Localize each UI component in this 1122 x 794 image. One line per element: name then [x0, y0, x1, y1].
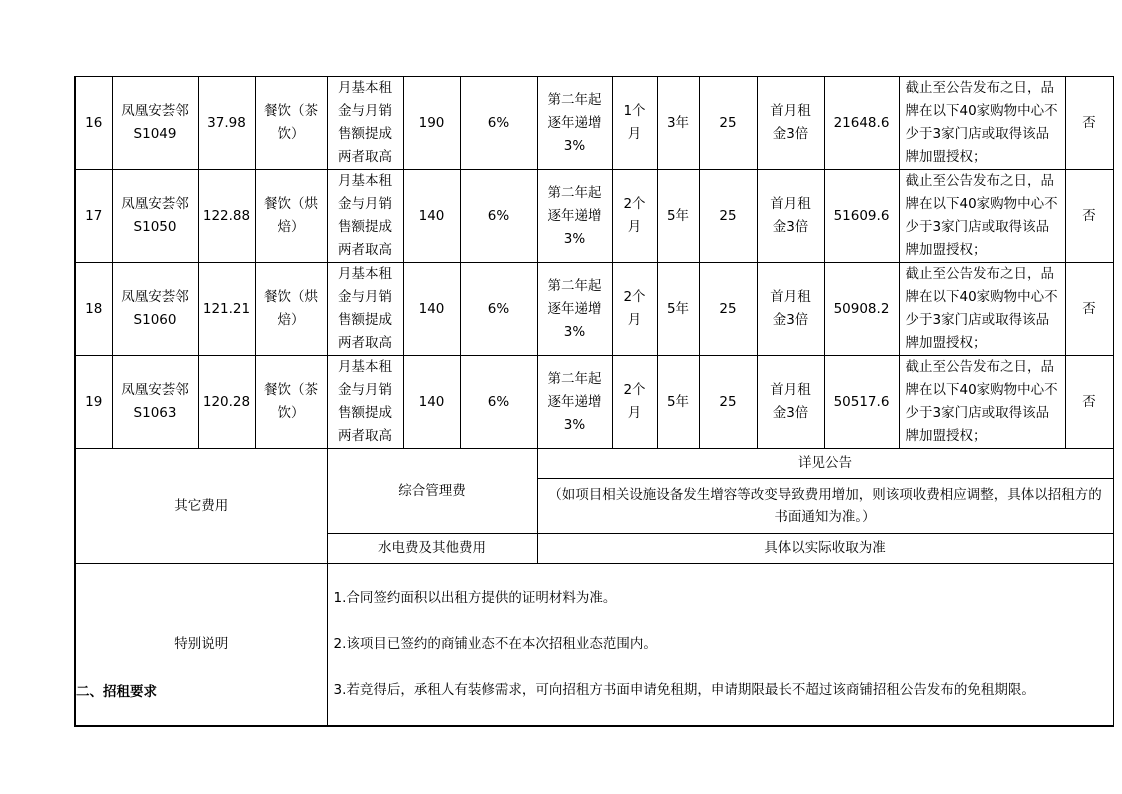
first-month-rent: 50517.6: [824, 356, 899, 449]
unit-area: 122.88: [198, 170, 255, 263]
rent-free-period: 2个 月: [612, 356, 657, 449]
rent-increase: 第二年起 逐年递增 3%: [537, 356, 612, 449]
table-row: [75, 170, 1113, 263]
table-row: [75, 77, 1113, 170]
special-notes-row: [75, 564, 1113, 727]
rent-mode: 月基本租 金与月销 售额提成 两者取高: [327, 170, 403, 263]
deposit: 首月租 金3倍: [757, 356, 824, 449]
lease-term: 5年: [657, 263, 699, 356]
special-note-line: 1.合同签约面积以出租方提供的证明材料为准。: [333, 590, 617, 606]
management-fee-value: 详见公告: [537, 449, 1113, 479]
commission-rate: 6%: [460, 77, 537, 170]
commission-rate: 6%: [460, 356, 537, 449]
utilities-label: 水电费及其他费用: [327, 534, 537, 564]
rent-increase: 第二年起 逐年递增 3%: [537, 170, 612, 263]
special-notes-content: [327, 564, 1113, 727]
management-fee-note: （如项目相关设施设备发生增容等改变导致费用增加，则该项收费相应调整，具体以招租方的书面通知为准。）: [537, 479, 1113, 534]
commission-rate: 6%: [460, 170, 537, 263]
row-number: 18: [75, 263, 112, 356]
extra-flag: 否: [1065, 77, 1113, 170]
unit-area: 121.21: [198, 263, 255, 356]
row-number: 17: [75, 170, 112, 263]
rent-free-period: 2个 月: [612, 170, 657, 263]
base-rent: 140: [403, 356, 460, 449]
business-format: 餐饮（烘 焙）: [255, 263, 327, 356]
first-month-rent: 21648.6: [824, 77, 899, 170]
special-note-line: 2.该项目已签约的商铺业态不在本次招租业态范围内。: [333, 636, 657, 652]
extra-flag: 否: [1065, 356, 1113, 449]
brand-requirement: 截止至公告发布之日，品 牌在以下40家购物中心不 少于3家门店或取得该品 牌加盟授权；: [899, 77, 1065, 170]
deposit: 首月租 金3倍: [757, 170, 824, 263]
management-fee-label: 综合管理费: [327, 449, 537, 534]
rent-increase: 第二年起 逐年递增 3%: [537, 77, 612, 170]
deposit: 首月租 金3倍: [757, 77, 824, 170]
special-note-line: 3.若竞得后，承租人有装修需求，可向招租方书面申请免租期，申请期限最长不超过该商铺招租公告发布的免租期限。: [333, 682, 1035, 698]
management-fee: 25: [699, 356, 757, 449]
rent-free-period: 2个 月: [612, 263, 657, 356]
table-row: [75, 356, 1113, 449]
first-month-rent: 50908.2: [824, 263, 899, 356]
extra-flag: 否: [1065, 170, 1113, 263]
unit-name: 凤凰安荟邻 S1060: [112, 263, 198, 356]
business-format: 餐饮（茶 饮）: [255, 356, 327, 449]
unit-name: 凤凰安荟邻 S1063: [112, 356, 198, 449]
base-rent: 190: [403, 77, 460, 170]
lease-term: 5年: [657, 170, 699, 263]
rental-listing-table: [74, 76, 1114, 727]
base-rent: 140: [403, 263, 460, 356]
unit-area: 37.98: [198, 77, 255, 170]
brand-requirement: 截止至公告发布之日，品 牌在以下40家购物中心不 少于3家门店或取得该品 牌加盟授权；: [899, 356, 1065, 449]
unit-name: 凤凰安荟邻 S1050: [112, 170, 198, 263]
unit-name: 凤凰安荟邻 S1049: [112, 77, 198, 170]
deposit: 首月租 金3倍: [757, 263, 824, 356]
section-heading: 二、招租要求: [76, 684, 157, 700]
management-fee: 25: [699, 263, 757, 356]
commission-rate: 6%: [460, 263, 537, 356]
row-number: 19: [75, 356, 112, 449]
management-fee: 25: [699, 77, 757, 170]
lease-term: 3年: [657, 77, 699, 170]
management-fee: 25: [699, 170, 757, 263]
business-format: 餐饮（茶 饮）: [255, 77, 327, 170]
base-rent: 140: [403, 170, 460, 263]
rent-mode: 月基本租 金与月销 售额提成 两者取高: [327, 263, 403, 356]
table-row: [75, 263, 1113, 356]
row-number: 16: [75, 77, 112, 170]
special-notes-label: 特别说明: [75, 564, 327, 727]
rent-mode: 月基本租 金与月销 售额提成 两者取高: [327, 77, 403, 170]
utilities-value: 具体以实际收取为准: [537, 534, 1113, 564]
brand-requirement: 截止至公告发布之日，品 牌在以下40家购物中心不 少于3家门店或取得该品 牌加盟授权；: [899, 263, 1065, 356]
other-fees-label: 其它费用: [75, 449, 327, 564]
rent-increase: 第二年起 逐年递增 3%: [537, 263, 612, 356]
extra-flag: 否: [1065, 263, 1113, 356]
brand-requirement: 截止至公告发布之日，品 牌在以下40家购物中心不 少于3家门店或取得该品 牌加盟授权；: [899, 170, 1065, 263]
lease-term: 5年: [657, 356, 699, 449]
business-format: 餐饮（烘 焙）: [255, 170, 327, 263]
rent-mode: 月基本租 金与月销 售额提成 两者取高: [327, 356, 403, 449]
rent-free-period: 1个 月: [612, 77, 657, 170]
other-fees-row: [75, 449, 1113, 479]
first-month-rent: 51609.6: [824, 170, 899, 263]
unit-area: 120.28: [198, 356, 255, 449]
